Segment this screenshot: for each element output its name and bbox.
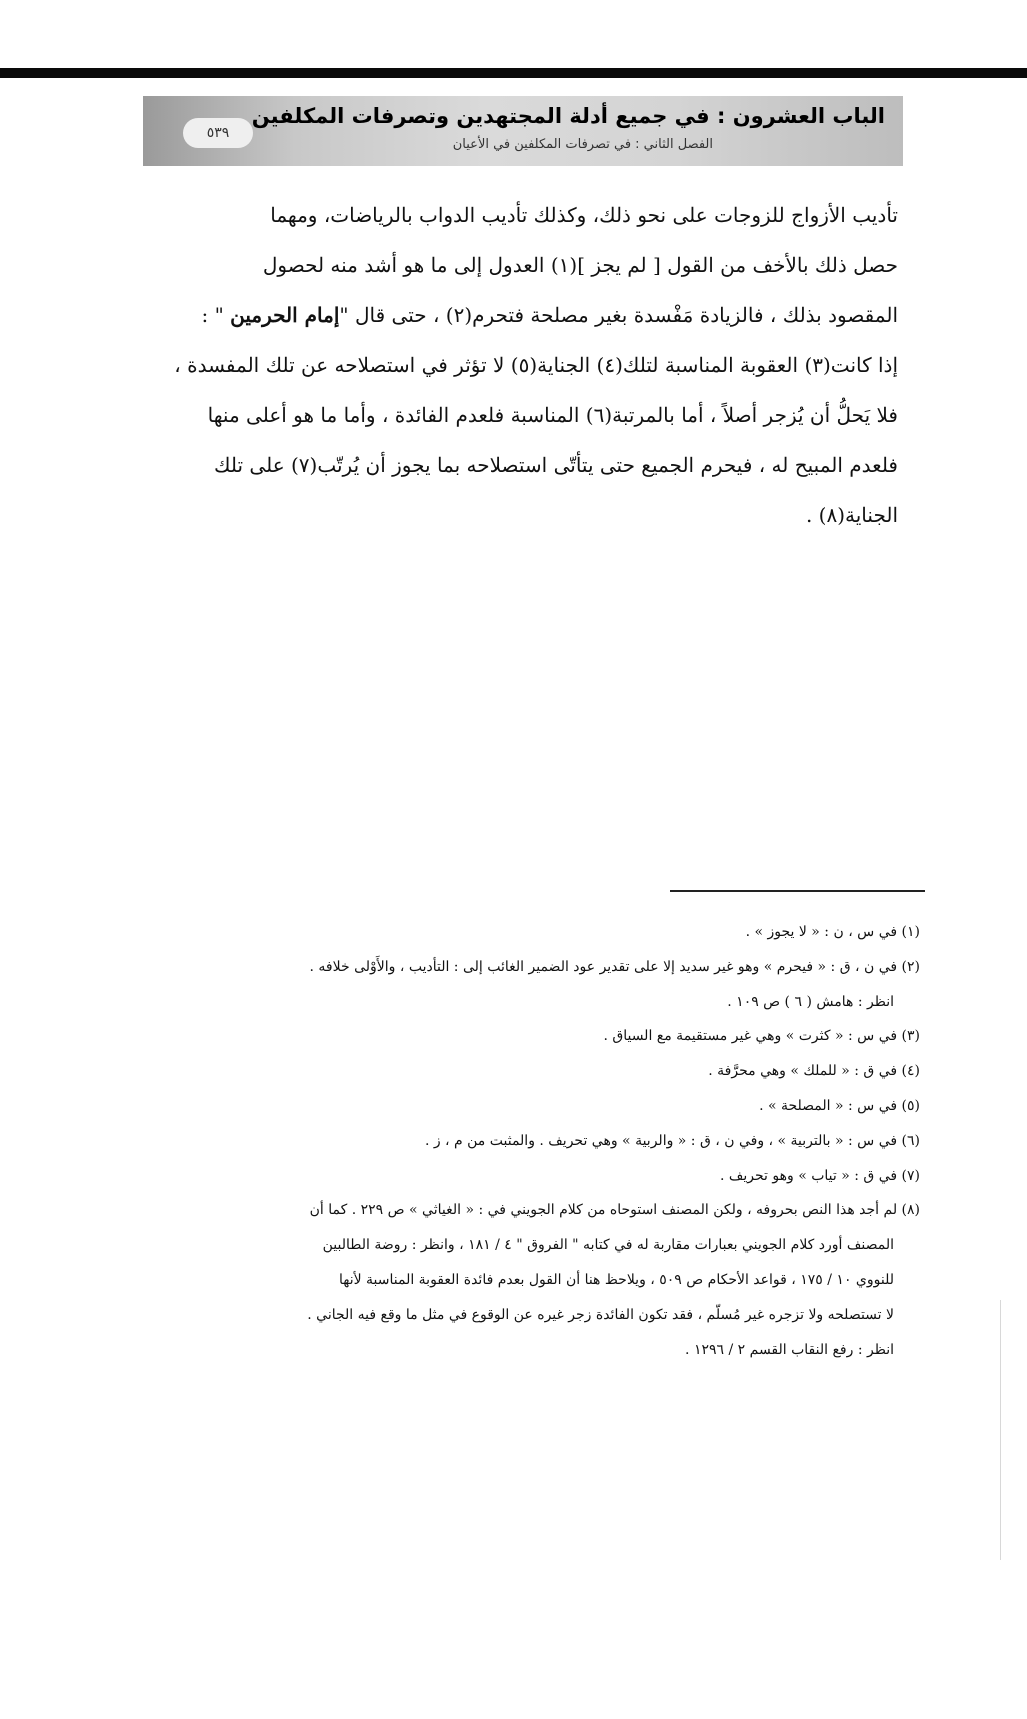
chapter-title: الباب العشرون : في جميع أدلة المجتهدين وتصرفات المكلفين bbox=[251, 104, 885, 128]
footnote-separator bbox=[670, 890, 925, 892]
main-text bbox=[150, 190, 898, 540]
scan-margin-mark bbox=[1000, 1300, 1001, 1560]
text-line: فلعدم المبيح له ، فيحرم الجميع حتى يتأتّى استصلاحه بما يجوز أن يُرتّب(٧) على تلك bbox=[214, 453, 898, 477]
footnotes bbox=[120, 915, 920, 1367]
footnote: (٥) في س : « المصلحة » . bbox=[759, 1097, 920, 1114]
text-line-part: المقصود بذلك ، فالزيادة مَفْسدة بغير مصلحة فتحرم(٢) ، حتى قال " bbox=[339, 303, 898, 327]
text-line: تأديب الأزواج للزوجات على نحو ذلك، وكذلك تأديب الدواب بالرياضات، ومهما bbox=[270, 203, 898, 227]
footnote: (١) في س ، ن : « لا يجوز » . bbox=[745, 924, 920, 940]
text-line: فلا يَحلُّ أن يُزجر أصلاً ، أما بالمرتبة(٦) المناسبة فلعدم الفائدة ، وأما ما هو أعلى منها bbox=[207, 403, 898, 427]
footnote-continuation: المصنف أورد كلام الجويني بعبارات مقاربة له في كتابه " الفروق " ٤ / ١٨١ ، وانظر : روضة الطالبين bbox=[322, 1237, 894, 1254]
footnote: (٧) في ق : « تياب » وهو تحريف . bbox=[719, 1167, 920, 1184]
footnote: (٣) في س : « كثرت » وهي غير مستقيمة مع السياق . bbox=[603, 1028, 920, 1045]
section-subtitle: الفصل الثاني : في تصرفات المكلفين في الأعيان bbox=[452, 137, 713, 152]
text-line: الجناية(٨) . bbox=[805, 503, 898, 527]
emphasis-name: إمام الحرمين bbox=[230, 303, 340, 327]
text-line-part: " : bbox=[201, 303, 231, 327]
footnote: (٤) في ق : « للملك » وهي محرَّفة . bbox=[708, 1063, 920, 1080]
top-rule bbox=[0, 68, 1027, 78]
footnote-continuation: لا تستصلحه ولا تزجره غير مُسلّم ، فقد تكون الفائدة زجر غيره عن الوقوع في مثل ما وقع فيه الجاني . bbox=[307, 1306, 894, 1323]
page-number: ٥٣٩ bbox=[183, 118, 253, 148]
text-line: حصل ذلك بالأخف من القول [ لم يجز ](١) العدول إلى ما هو أشد منه لحصول bbox=[262, 253, 898, 277]
footnote-continuation: انظر : هامش ( ٦ ) ص ١٠٩ . bbox=[727, 993, 894, 1010]
footnote: (٢) في ن ، ق : « فيحرم » وهو غير سديد إلا على تقدير عود الضمير الغائب إلى : التأديب ، والأَوْلى خلافه . bbox=[309, 958, 920, 975]
footnote: (٦) في س : « بالتربية » ، وفي ن ، ق : « والربية » وهي تحريف . والمثبت من م ، ز . bbox=[424, 1132, 920, 1149]
running-header bbox=[143, 96, 903, 166]
footnote-continuation: انظر : رفع النقاب القسم ٢ / ١٢٩٦ . bbox=[685, 1341, 894, 1358]
text-line bbox=[150, 290, 898, 340]
footnote-continuation: للنووي ١٠ / ١٧٥ ، قواعد الأحكام ص ٥٠٩ ، ويلاحظ هنا أن القول بعدم فائدة العقوبة المناسبة لأنها bbox=[338, 1271, 894, 1288]
footnote: (٨) لم أجد هذا النص بحروفه ، ولكن المصنف استوحاه من كلام الجويني في : « الغياثي » ص ٢٢٩ . كما أن bbox=[309, 1202, 920, 1219]
text-line: إذا كانت(٣) العقوبة المناسبة لتلك(٤) الجناية(٥) لا تؤثر في استصلاحه عن تلك المفسدة ، bbox=[174, 353, 898, 377]
